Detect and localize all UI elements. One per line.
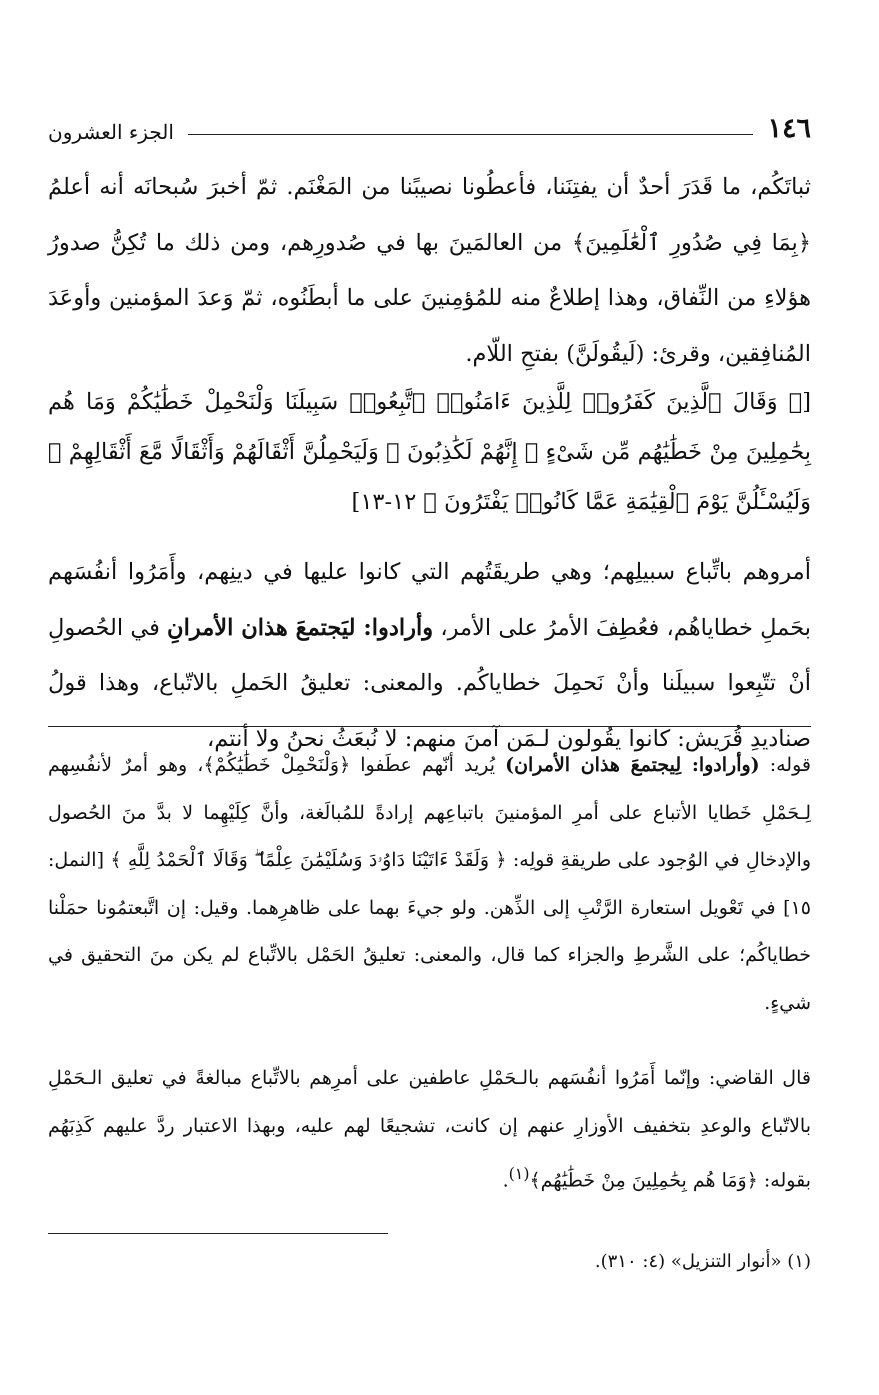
quran-verse-text: [﴿ وَقَالَ ٱلَّذِينَ كَفَرُوا۟ لِلَّذِينَ ءَامَنُوا۟ ٱتَّبِعُوا۟ سَبِيلَنَا وَلْنَحْمِلْ خَطَٰيَٰكُمْ وَمَا هُم بِحَٰمِلِينَ مِنْ خَطَٰيَٰهُم مِّن شَىْءٍ ۖ إِنَّهُمْ لَكَٰذِبُونَ ۞ وَلَيَحْمِلُنَّ أَثْقَالَهُمْ وَأَثْقَالًا مَّعَ أَثْقَالِهِمْ ۖ وَلَيُسْـَٔلُنَّ يَوْمَ ٱلْقِيَٰمَةِ عَمَّا كَانُوا۟ يَفْتَرُونَ ﴾ ١٢-١٣] <box>48 389 811 515</box>
commentary-note-1 <box>48 742 811 1027</box>
main-paragraph-2-text <box>48 545 811 767</box>
commentary-note-2-body: قال القاضي: وإنّما أَمَرُوا أنفُسَهم بالـحَمْلِ عاطفين على أمرِهم بالاتِّباع مبالغةً في تعليق الـحَمْلِ بالاتّباع والوعدِ بتخفيف الأوزارِ عنهم إن كانت، تشجيعًا لهم عليه، وبهذا الاعتبار ردَّ عليهم كَذِبَهُم بقوله: ﴿وَمَا هُم بِحَٰمِلِينَ مِنْ خَطَٰيَٰهُم﴾ <box>48 1067 811 1192</box>
commentary-note-1-rest: يُريد أنّهم عطَفوا ﴿وَلْنَحْمِلْ خَطَٰيَٰكُمْ﴾، وهو أمرٌ لأنفُسِهم لِـحَمْلِ خَطايا الأتباع على أمرِ المؤمنينَ باتباعِهم إرادةً للمُبالَغة، وأنَّ كِلَيْهِما لا بدَّ منَ الحُصول والإدخالِ في الوُجود على طريقةِ قولِه: ﴿ وَلَقَدْ ءَاتَيْنَا دَاوُۥدَ وَسُلَيْمَٰنَ عِلْمًا ۖ وَقَالَا ٱلْحَمْدُ لِلَّهِ ﴾ [النمل: ١٥] في تَعْويل استعارة الرَّتْبِ إلى الذِّهن. ولو جيءَ بهما على ظاهرِهما. وقيل: إن اتَّبعتمُونا حمَلْنا خطاياكُم؛ على الشَّرطِ والجزاء كما قال، والمعنى: تعليقُ الحَمْل بالاتِّباع لم يكن منَ التحقيق في شيءٍ. <box>48 754 811 1014</box>
commentary-note-2-end: . <box>502 1169 509 1192</box>
commentary-note-1-bold: (وأرادوا: لِيجتمعَ هذان الأمران) <box>505 754 760 776</box>
footnote: (١) «أنوار التنزيل» (٤: ٣١٠). <box>594 1251 811 1272</box>
page-header <box>48 108 811 144</box>
commentary-note-2-text <box>48 1055 811 1205</box>
commentary-note-2 <box>48 1055 811 1205</box>
main-paragraph-2-bold: وأرادوا: ليَجتمعَ هذان الأمرانِ <box>167 614 434 641</box>
commentary-note-1-text <box>48 742 811 1027</box>
book-page <box>48 0 811 1395</box>
running-title: الجزء العشرون <box>48 120 174 144</box>
main-commentary-separator <box>48 726 811 727</box>
page-number: ١٤٦ <box>767 113 811 144</box>
main-paragraph-1 <box>48 160 811 382</box>
main-paragraph-2-part-c: في الحُصولِ أنْ تتّبِعوا سبيلَنا وأنْ نَحمِلَ خطاياكُم. والمعنى: تعليقُ الحَملِ بالاتّباع، وهذا قولُ صناديدِ قُرَيش: كانوا يقُولون لـمَن آمنَ منهم: لا نُبعَثُ نحنُ ولا أنتم، <box>48 614 811 752</box>
main-paragraph-1-text: ثباتَكُم، ما قَدَرَ أحدٌ أن يفتِنَنا، فأعطُونا نصيبًنا من المَغْنَم. ثمّ أخبرَ سُبحانَه أنه أعلمُ ﴿بِمَا فِي صُدُورِ ٱلْعَٰلَمِينَ﴾ من العالمَينَ بها في صُدورِهم، ومن ذلك ما تُكِنُّ صدورُ هؤلاءِ من النِّفاق، وهذا إطلاعٌ منه للمُؤمِنينَ على ما أبطَنُوه، ثمّ وَعدَ المؤمنين وأوعَدَ المُنافِقين، وقرئ: (لَيقُولَنَّ) بفتحِ اللّام. <box>48 174 811 367</box>
header-rule <box>188 134 754 135</box>
commentary-note-1-lead: قوله: <box>759 754 811 776</box>
footnote-rule <box>48 1233 388 1234</box>
quran-verse-block <box>48 377 811 527</box>
footnote-reference: (١) <box>508 1164 530 1183</box>
main-paragraph-2-part-a: أمروهم باتِّباع سبيلِهم؛ وهي طريقَتُهم التي كانوا عليها في دينِهم، وأَمَرُوا أنفُسَهم بحَملِ خطاياهُم، فعُطِفَ الأمرُ على الأمر، <box>48 559 811 641</box>
main-paragraph-2 <box>48 545 811 767</box>
